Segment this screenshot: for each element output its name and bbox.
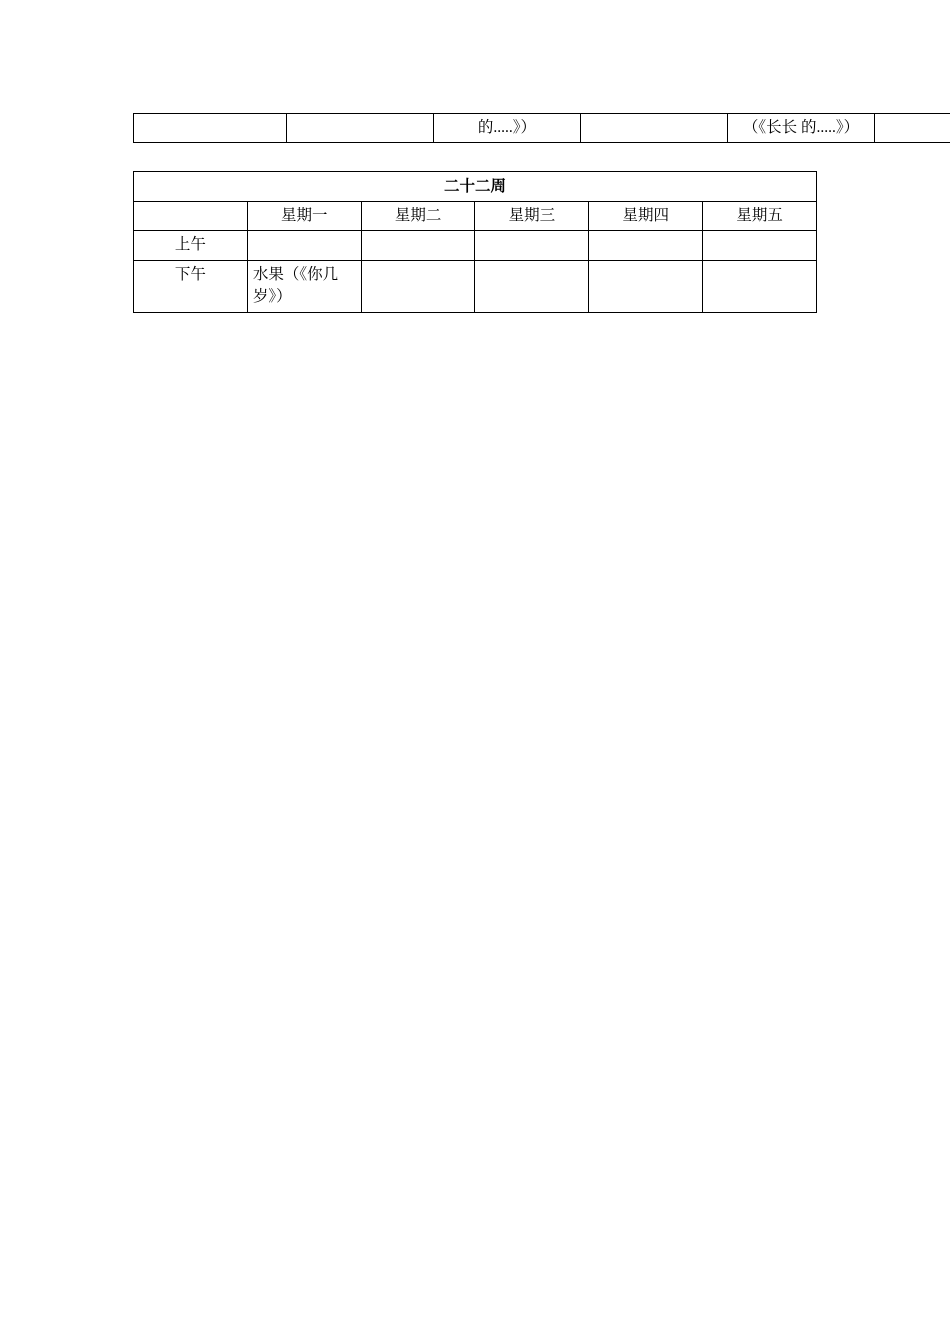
cell-afternoon-tuesday bbox=[361, 260, 475, 312]
row-label-morning: 上午 bbox=[134, 231, 248, 260]
cell-r0c1 bbox=[287, 114, 434, 143]
header-wednesday: 星期三 bbox=[475, 201, 589, 230]
table-title-row bbox=[134, 172, 817, 201]
week-schedule-table bbox=[133, 171, 817, 312]
table-row-afternoon bbox=[134, 260, 817, 312]
row-label-afternoon: 下午 bbox=[134, 260, 248, 312]
document-body bbox=[133, 113, 860, 313]
header-monday: 星期一 bbox=[247, 201, 361, 230]
table-row-morning bbox=[134, 231, 817, 260]
cell-afternoon-thursday bbox=[589, 260, 703, 312]
cell-afternoon-wednesday bbox=[475, 260, 589, 312]
cell-morning-wednesday bbox=[475, 231, 589, 260]
cell-r0c3 bbox=[581, 114, 728, 143]
week-title: 二十二周 bbox=[134, 172, 817, 201]
header-corner bbox=[134, 201, 248, 230]
cell-r0c0 bbox=[134, 114, 287, 143]
header-friday: 星期五 bbox=[703, 201, 817, 230]
cell-r0c4: （《长长 的.....》） bbox=[728, 114, 875, 143]
cell-morning-monday bbox=[247, 231, 361, 260]
cell-morning-friday bbox=[703, 231, 817, 260]
cell-morning-tuesday bbox=[361, 231, 475, 260]
cell-afternoon-friday bbox=[703, 260, 817, 312]
cell-r0c5 bbox=[875, 114, 950, 143]
cell-afternoon-monday: 水果（《你几岁》） bbox=[247, 260, 361, 312]
table-row bbox=[134, 114, 950, 143]
cell-r0c2: 的.....》） bbox=[434, 114, 581, 143]
partial-table-top bbox=[133, 113, 950, 143]
table-spacer bbox=[133, 143, 817, 171]
table-header-row bbox=[134, 201, 817, 230]
cell-morning-thursday bbox=[589, 231, 703, 260]
header-tuesday: 星期二 bbox=[361, 201, 475, 230]
header-thursday: 星期四 bbox=[589, 201, 703, 230]
